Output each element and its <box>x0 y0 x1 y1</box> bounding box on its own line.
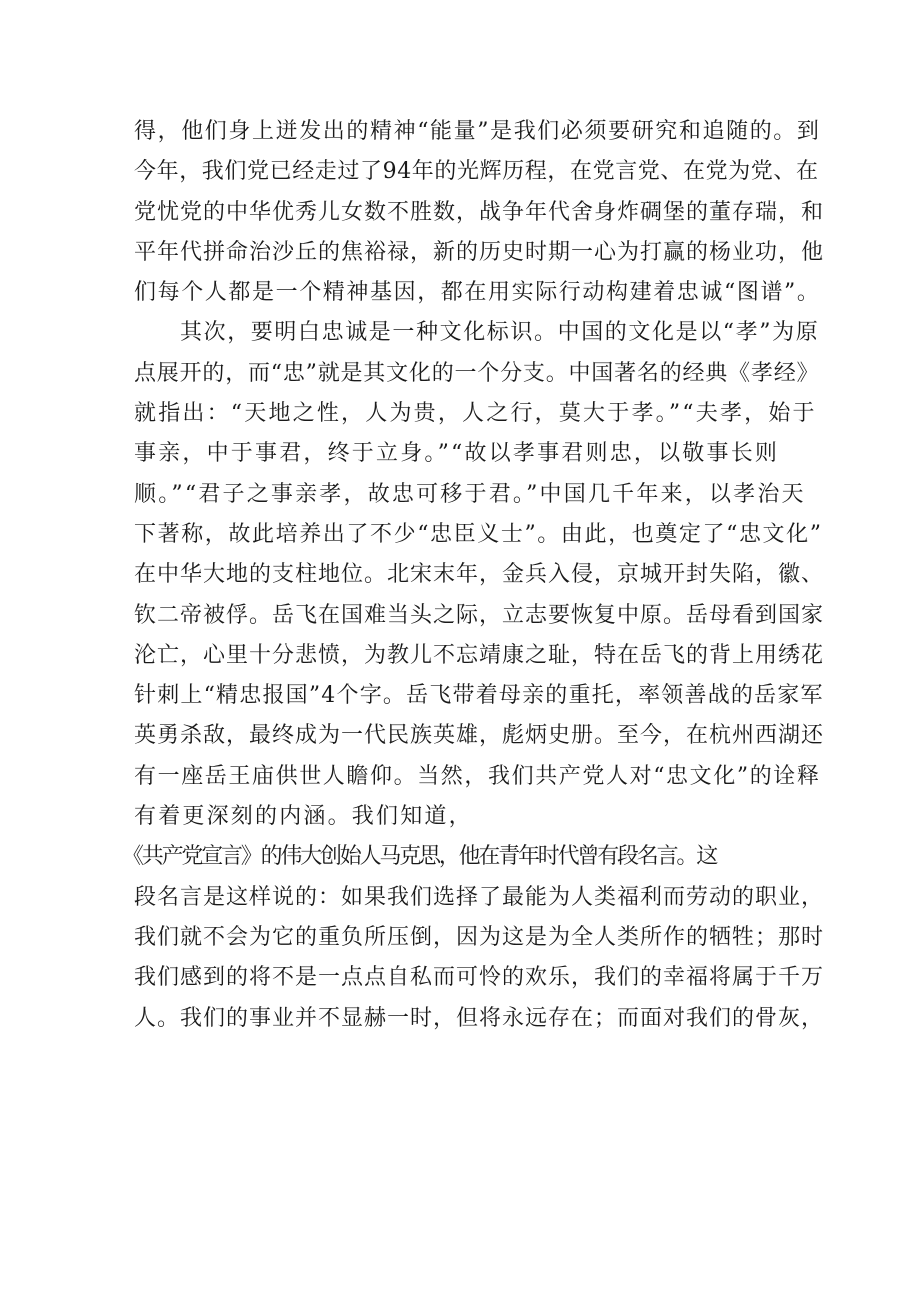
text-line-10: 顺。”“君子之事亲孝，故忠可移于君。”中国几千年来，以孝治天 <box>134 481 806 507</box>
text-line-6: 其次，要明白忠诚是一种文化标识。中国的文化是以“孝”为原 <box>180 320 820 346</box>
text-line-21: 我们就不会为它的重负所压倒，因为这是为全人类所作的牺牲；那时 <box>134 924 825 950</box>
text-line-11: 下著称，故此培养出了不少“忠臣义士”。由此，也奠定了“忠文化” <box>134 521 823 547</box>
text-line-12: 在中华大地的支柱地位。北宋末年，金兵入侵，京城开封失陷，徽、 <box>134 562 825 588</box>
text-line-22: 我们感到的将不是一点点自私而可怜的欢乐，我们的幸福将属于千万 <box>134 965 825 991</box>
text-line-7: 点展开的，而“忠”就是其文化的一个分支。中国著名的经典《孝经》 <box>134 360 820 386</box>
text-line-13: 钦二帝被俘。岳飞在国难当头之际，立志要恢复中原。岳母看到国家 <box>134 602 825 628</box>
text-line-4: 平年代拼命治沙丘的焦裕禄，新的历史时期一心为打赢的杨业功，他 <box>134 239 825 265</box>
text-line-23: 人。我们的事业并不显赫一时，但将永远存在；而面对我们的骨灰， <box>134 1005 825 1031</box>
text-line-17: 有一座岳王庙供世人瞻仰。当然，我们共产党人对“忠文化”的诠释 <box>134 763 821 789</box>
text-line-5: 们每个人都是一个精神基因，都在用实际行动构建着忠诚“图谱”。 <box>134 280 821 306</box>
text-line-2: 今年，我们党已经走过了94年的光辉历程，在党言党、在党为党、在 <box>134 159 819 185</box>
text-line-1: 得，他们身上迸发出的精神“能量”是我们必须要研究和追随的。到 <box>134 119 821 144</box>
text-line-9: 事亲，中于事君，终于立身。”“故以孝事君则忠，以敬事长则 <box>134 441 780 467</box>
text-line-20: 段名言是这样说的：如果我们选择了最能为人类福利而劳动的职业， <box>134 884 825 910</box>
text-line-8: 就指出：“天地之性，人为贵，人之行，莫大于孝。”“夫孝，始于 <box>134 401 817 427</box>
text-line-15: 针刺上“精忠报国”4个字。岳飞带着母亲的重托，率领善战的岳家军 <box>134 683 824 709</box>
text-line-14: 沦亡，心里十分悲愤，为教儿不忘靖康之耻，特在岳飞的背上用绣花 <box>134 642 825 668</box>
text-line-18: 有着更深刻的内涵。我们知道， <box>134 804 473 830</box>
body-text <box>122 112 825 1039</box>
text-line-16: 英勇杀敌，最终成为一代民族英雄，彪炳史册。至今，在杭州西湖还 <box>134 723 825 749</box>
text-line-19: 《共产党宣言》的伟大创始人马克思，他在青年时代曾有段名言。这 <box>122 844 717 870</box>
text-line-3: 党忧党的中华优秀儿女数不胜数，战争年代舍身炸碉堡的董存瑞，和 <box>134 199 825 225</box>
